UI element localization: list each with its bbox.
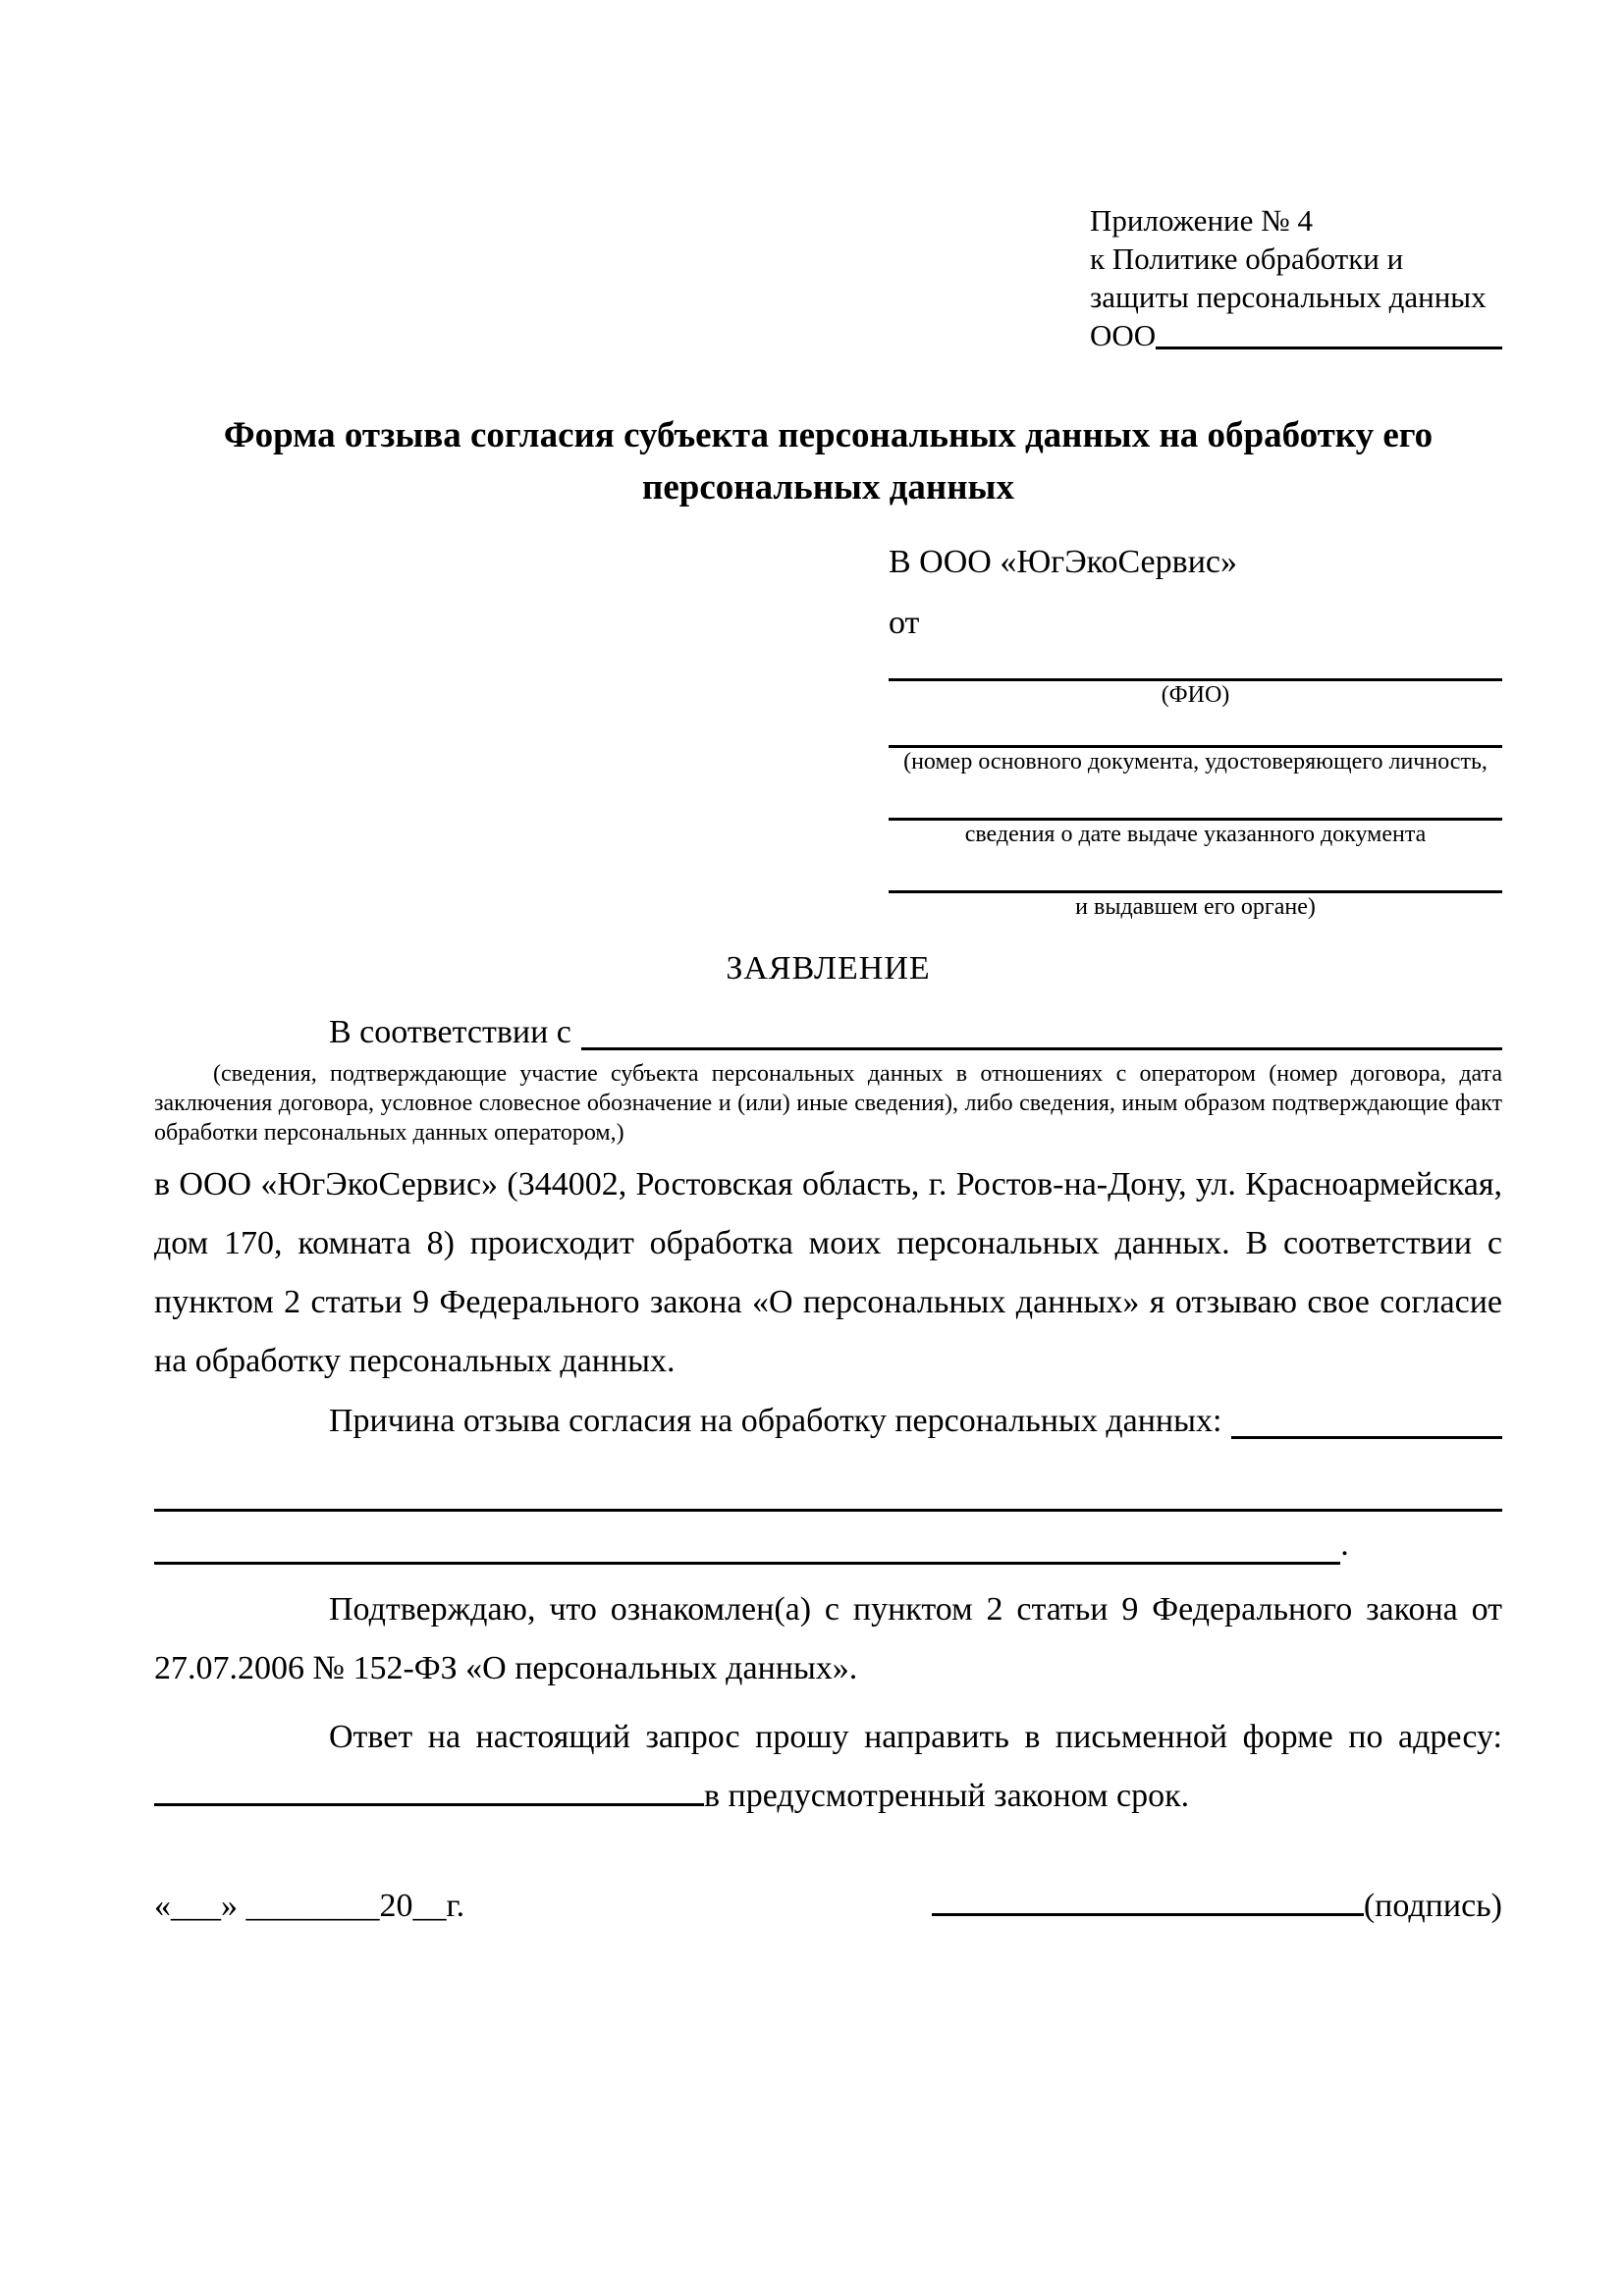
identity-document-caption: (номер основного документа, удостоверяющего личность,: [903, 749, 1488, 774]
addressee-organization: В ООО «ЮгЭкоСервис»: [889, 544, 1237, 580]
issuing-authority-blank: [889, 849, 1502, 893]
reason-blank: [1231, 1436, 1502, 1439]
reason-lead-text: Причина отзыва согласия на обработку персональных данных:: [329, 1403, 1222, 1439]
date-signature-row: [154, 1885, 1502, 1928]
basis-footnote: (сведения, подтверждающие участие субъекта персональных данных в отношениях с оператором (номер договора, дата заключения договора, условное словесное обозначение и (или) иные сведения), либо сведения, иным образом подтверждающие факт обработки персональных данных оператором,): [154, 1061, 1502, 1146]
from-label: от: [889, 605, 920, 641]
full-name-caption: (ФИО): [1161, 682, 1230, 708]
policy-reference-line-2: защиты персональных данных: [1090, 280, 1487, 314]
full-name-blank: [889, 643, 1502, 681]
ooo-label: ООО: [1090, 318, 1157, 352]
reason-row: [154, 1397, 1502, 1446]
signature-blank: [932, 1888, 1364, 1916]
response-address-blank: [154, 1778, 704, 1806]
addressee-block: [889, 543, 1502, 922]
signature-caption: (подпись): [1363, 1888, 1502, 1924]
reason-blank-line-2: [154, 1509, 1340, 1565]
basis-lead-text: В соответствии с: [329, 1014, 571, 1050]
basis-blank: [581, 1047, 1502, 1050]
issue-date-caption: сведения о дате выдаче указанного документа: [964, 822, 1427, 847]
response-tail-text: в предусмотренный законом срок.: [704, 1778, 1190, 1814]
identity-document-blank: [889, 710, 1502, 748]
policy-reference-line: к Политике обработки и: [1090, 241, 1404, 276]
reason-blank-line-2-row: [154, 1512, 1502, 1565]
processing-paragraph: в ООО «ЮгЭкоСервис» (344002, Ростовская область, г. Ростов-на-Дону, ул. Красноармейская, дом 170, комната 8) происходит обработка моих персональных данных. В соответствии с пунктом 2 статьи 9 Федерального закона «О персональных данных» я отзываю свое согласие на обработку персональных данных.: [154, 1166, 1502, 1379]
statement-heading: ЗАЯВЛЕНИЕ: [726, 950, 931, 987]
issuing-authority-caption: и выдавшем его органе): [1075, 894, 1316, 920]
company-name-row: [1090, 316, 1502, 354]
company-name-blank: [1156, 347, 1502, 349]
response-address-row: [154, 1767, 1502, 1826]
appendix-header-block: [1090, 201, 1502, 354]
response-request-line: Ответ на настоящий запрос прошу направить в письменной форме по адресу:: [329, 1719, 1502, 1755]
basis-row: [154, 1008, 1502, 1057]
confirmation-paragraph: Подтверждаю, что ознакомлен(а) с пунктом 2 статьи 9 Федерального закона от 27.07.2006 № 152-ФЗ «О персональных данных».: [154, 1591, 1502, 1686]
signature-group: [932, 1885, 1502, 1928]
document-title: Форма отзыва согласия субъекта персональных данных на обработку его персональных данных: [223, 415, 1434, 507]
date-blank-line: «___» ________20__г.: [154, 1888, 465, 1924]
issue-date-blank: [889, 776, 1502, 821]
appendix-number-line: Приложение № 4: [1090, 203, 1313, 238]
reason-blank-line-1: [154, 1446, 1502, 1512]
reason-period: .: [1340, 1526, 1349, 1563]
